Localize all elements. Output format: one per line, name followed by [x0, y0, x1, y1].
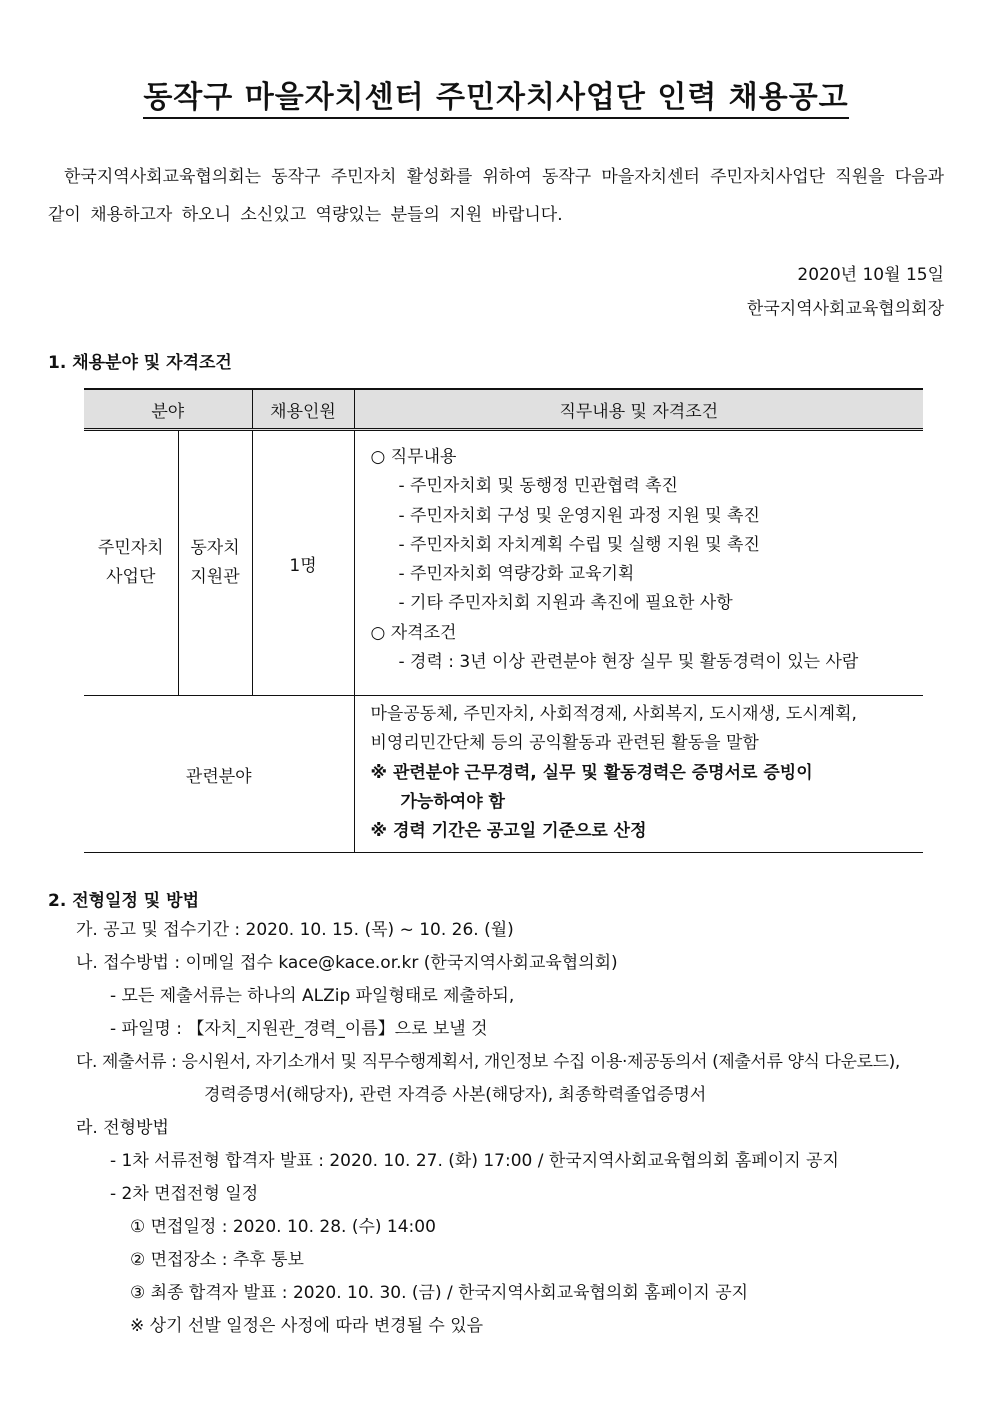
list-item: - 2차 면접전형 일정: [110, 1184, 259, 1204]
notice-date: 2020년 10월 15일: [797, 265, 944, 285]
field-category: 주민자치 사업단: [84, 430, 178, 696]
recruit-count: 1명: [252, 430, 354, 696]
list-item: 가. 공고 및 접수기간 : 2020. 10. 15. (목) ~ 10. 26. (월): [76, 920, 514, 940]
field-position: 동자치 지원관: [178, 430, 252, 696]
list-item: 경력증명서(해당자), 관련 자격증 사본(해당자), 최종학력졸업증명서: [204, 1085, 707, 1105]
qual-item: - 경력 : 3년 이상 관련분야 현장 실무 및 활동경력이 있는 사람: [398, 652, 859, 673]
intro-paragraph: [48, 158, 944, 234]
related-note-2: ※ 경력 기간은 공고일 기준으로 산정: [370, 821, 647, 842]
document-title: [0, 72, 992, 116]
list-item: - 1차 서류전형 합격자 발표 : 2020. 10. 27. (화) 17:00 / 한국지역사회교육협의회 홈페이지 공지: [110, 1151, 839, 1171]
header-count: 채용인원: [252, 389, 354, 430]
list-item: 다. 제출서류 : 응시원서, 자기소개서 및 직무수행계획서, 개인정보 수집 이용·제공동의서 (제출서류 양식 다운로드),: [76, 1052, 900, 1072]
recruit-table: [84, 388, 923, 853]
related-label: 관련분야: [84, 696, 354, 853]
schedule-list: [48, 914, 948, 1343]
duty-item: - 주민자치회 및 동행정 민관협력 촉진: [398, 476, 678, 497]
related-desc-1: 마을공동체, 주민자치, 사회적경제, 사회복지, 도시재생, 도시계획,: [370, 704, 857, 724]
list-item: 라. 전형방법: [76, 1118, 169, 1138]
related-note-1: ※ 관련분야 근무경력, 실무 및 활동경력은 증명서로 증빙이: [370, 762, 813, 783]
duty-cell: [354, 430, 923, 696]
title-text: 동작구 마을자치센터 주민자치사업단 인력 채용공고: [143, 80, 848, 119]
duty-item: - 주민자치회 역량강화 교육기획: [398, 564, 635, 585]
table-row: [84, 696, 923, 853]
section2-heading: 2. 전형일정 및 방법: [48, 891, 199, 911]
list-item: ① 면접일정 : 2020. 10. 28. (수) 14:00: [130, 1217, 436, 1237]
duty-item: - 주민자치회 구성 및 운영지원 과정 지원 및 촉진: [398, 505, 760, 526]
related-cell: [354, 696, 923, 853]
intro-text: 한국지역사회교육협의회는 동작구 주민자치 활성화를 위하여 동작구 마을자치센터 주민자치사업단 직원을 다음과 같이 채용하고자 하오니 소신있고 역량있는 분들의 지원 바랍니다.: [48, 167, 944, 225]
qual-title: ○ 자격조건: [370, 622, 457, 643]
table-row: [84, 430, 923, 696]
section1-heading: 1. 채용분야 및 자격조건: [48, 353, 232, 373]
list-item: ※ 상기 선발 일정은 사정에 따라 변경될 수 있음: [130, 1316, 484, 1336]
list-item: - 모든 제출서류는 하나의 ALZip 파일형태로 제출하되,: [110, 986, 515, 1006]
issuer-org: 한국지역사회교육협의회장: [746, 299, 944, 319]
table-header-row: [84, 389, 923, 430]
related-desc-2: 비영리민간단체 등의 공익활동과 관련된 활동을 말함: [370, 733, 759, 754]
list-item: - 파일명 : 【자치_지원관_경력_이름】으로 보낼 것: [110, 1019, 488, 1039]
duty-item: - 주민자치회 자치계획 수립 및 실행 지원 및 촉진: [398, 534, 760, 555]
related-note-1-cont: 가능하여야 함: [400, 791, 505, 812]
list-item: ③ 최종 합격자 발표 : 2020. 10. 30. (금) / 한국지역사회교육협의회 홈페이지 공지: [130, 1283, 749, 1303]
header-field: 분야: [84, 389, 252, 430]
duty-item: - 기타 주민자치회 지원과 촉진에 필요한 사항: [398, 593, 733, 614]
list-item: ② 면접장소 : 추후 통보: [130, 1250, 304, 1270]
duty-title: ○ 직무내용: [370, 447, 457, 467]
list-item: 나. 접수방법 : 이메일 접수 kace@kace.or.kr (한국지역사회교육협의회): [76, 953, 618, 973]
header-duty: 직무내용 및 자격조건: [354, 389, 923, 430]
